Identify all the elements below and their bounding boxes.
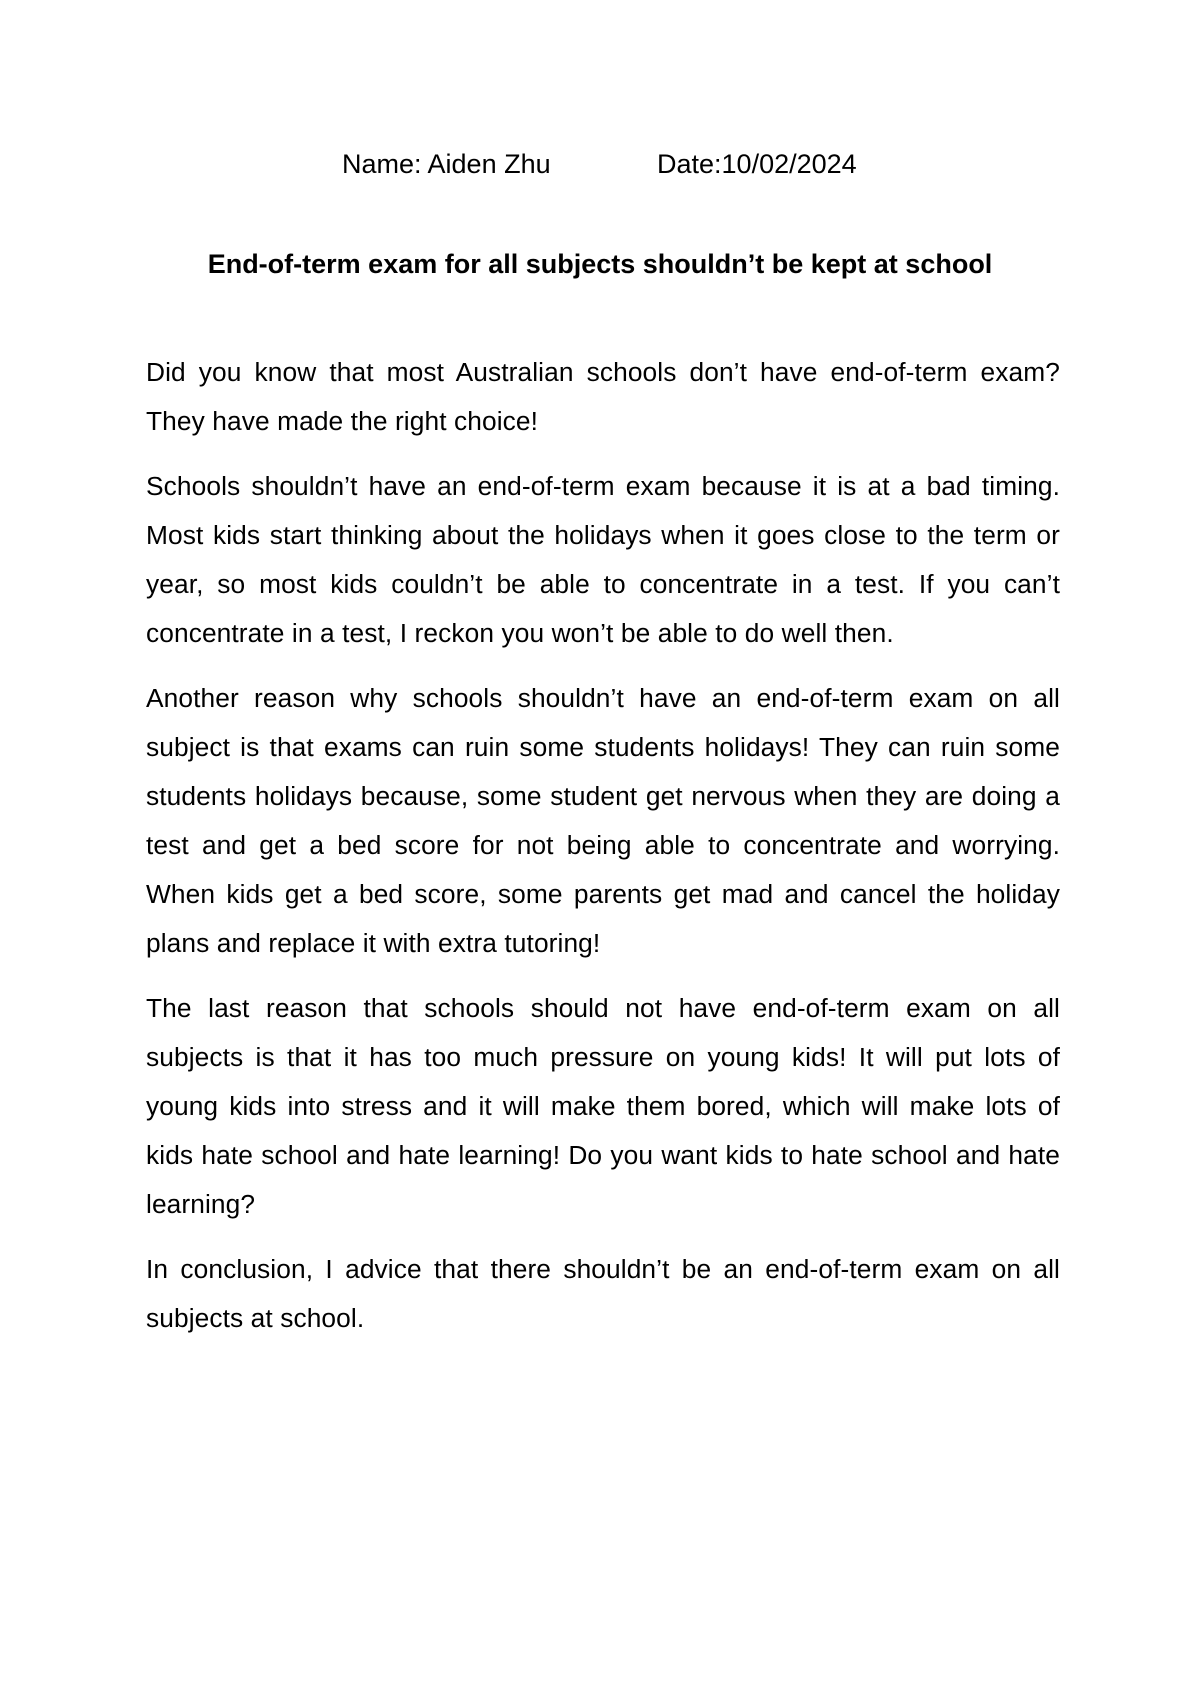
essay-body — [146, 348, 1060, 1359]
essay-title: End-of-term exam for all subjects shouldn’t be kept at school — [207, 249, 993, 279]
document-date: Date:10/02/2024 — [657, 149, 857, 179]
paragraph-intro: Did you know that most Australian schools don’t have end-of-term exam? They have made the right choice! — [146, 357, 1060, 436]
paragraph-reason-2: Another reason why schools shouldn’t have an end-of-term exam on all subject is that exams can ruin some students holidays! They can ruin some students holidays because, some student get nervous when they are doing a test and get a bed score for not being able to concentrate and worrying. When kids get a bed score, some parents get mad and cancel the holiday plans and replace it with extra tutoring! — [146, 683, 1060, 958]
paragraph-reason-1: Schools shouldn’t have an end-of-term exam because it is at a bad timing. Most kids start thinking about the holidays when it goes close to the term or year, so most kids couldn’t be able to concentrate in a test. If you can’t concentrate in a test, I reckon you won’t be able to do well then. — [146, 471, 1060, 648]
paragraph-reason-3: The last reason that schools should not have end-of-term exam on all subjects is that it has too much pressure on young kids! It will put lots of young kids into stress and it will make them bored, which will make lots of kids hate school and hate learning! Do you want kids to hate school and hate learning? — [146, 993, 1060, 1219]
header-line — [0, 146, 1200, 182]
student-name: Name: Aiden Zhu — [342, 149, 551, 179]
paragraph-conclusion: In conclusion, I advice that there shouldn’t be an end-of-term exam on all subjects at school. — [146, 1254, 1060, 1333]
